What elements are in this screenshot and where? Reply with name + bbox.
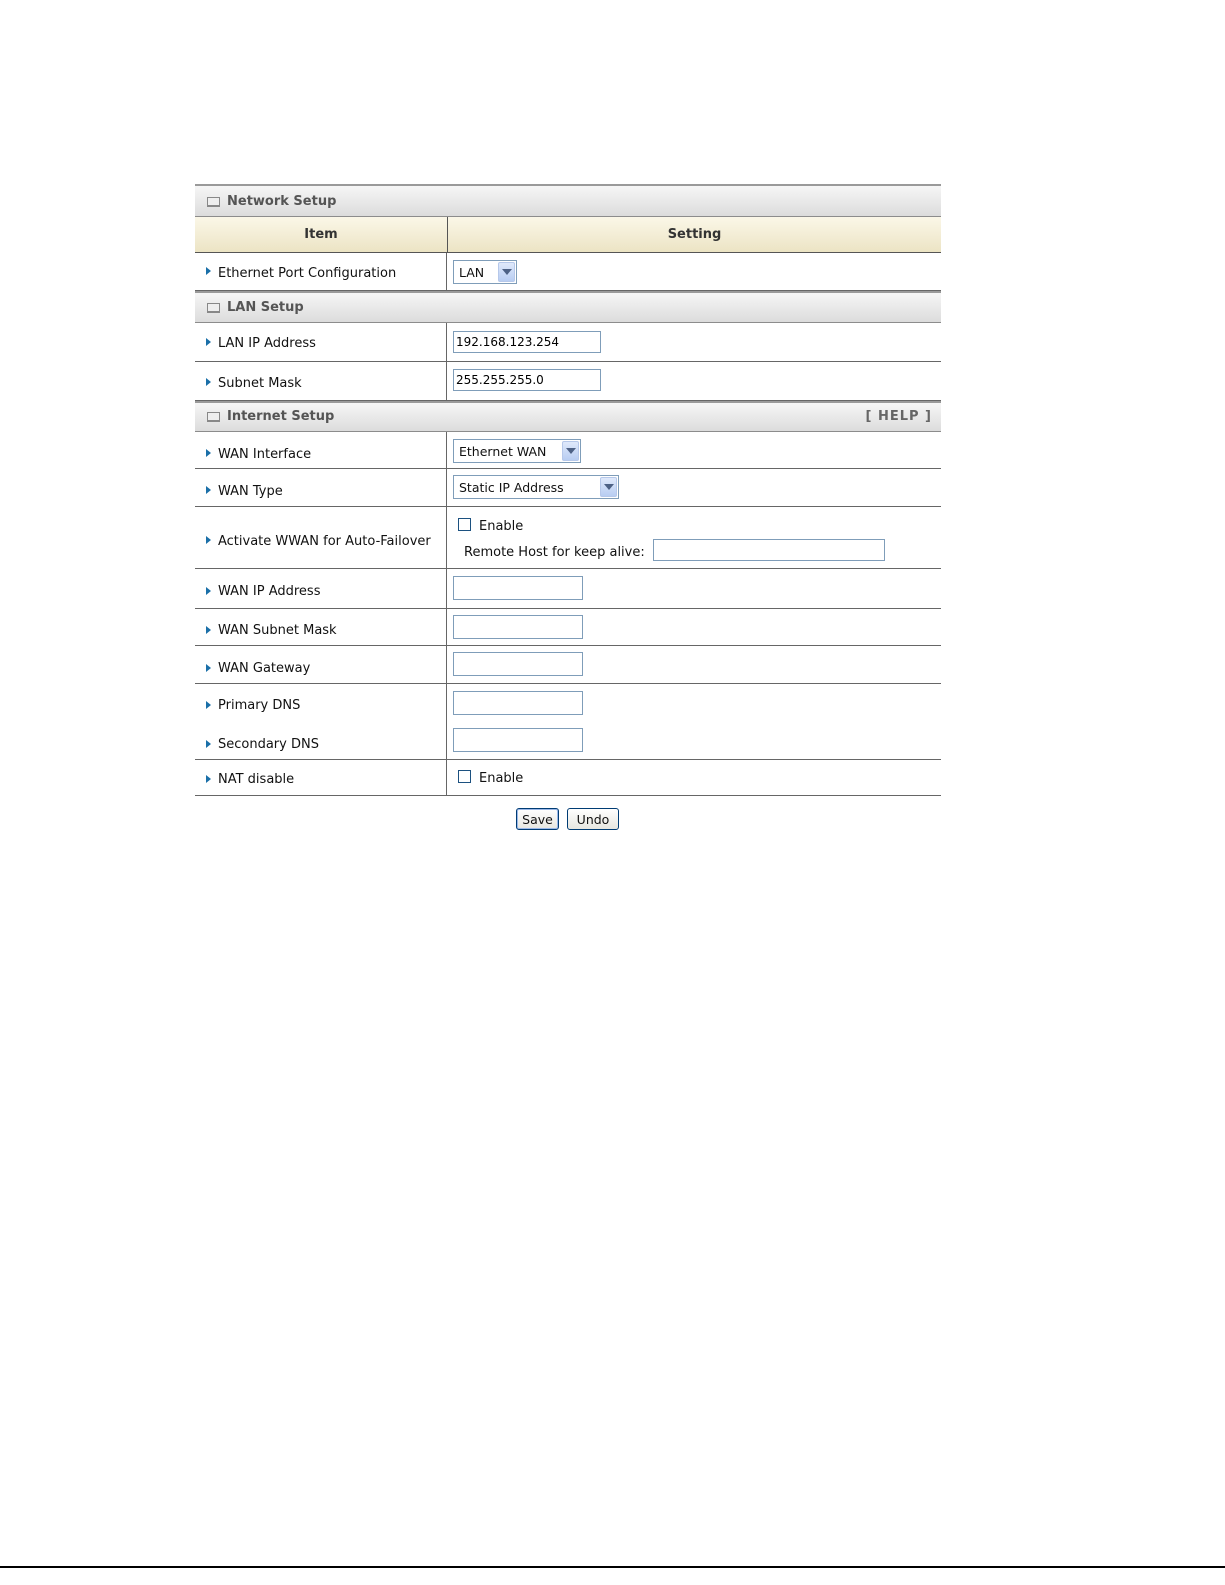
- primary-dns-row: [195, 684, 941, 722]
- nat-disable-label: NAT disable: [218, 772, 295, 787]
- network-setup-header: [195, 184, 941, 217]
- arrow-icon: [206, 775, 211, 783]
- arrow-icon: [206, 449, 211, 457]
- wwan-failover-label: Activate WWAN for Auto-Failover: [218, 534, 431, 549]
- wan-type-value: Static IP Address: [459, 479, 564, 495]
- arrow-icon: [206, 701, 211, 709]
- wan-ip-row: [195, 569, 941, 609]
- wan-type-label: WAN Type: [218, 484, 283, 499]
- secondary-dns-label: Secondary DNS: [218, 737, 319, 752]
- help-link[interactable]: [ HELP ]: [865, 409, 932, 424]
- col-setting-header: Setting: [667, 227, 722, 242]
- nat-disable-row: [195, 760, 941, 796]
- arrow-icon: [206, 587, 211, 595]
- wan-interface-row: [195, 432, 941, 469]
- wan-ip-label: WAN IP Address: [218, 584, 321, 599]
- wan-interface-select[interactable]: [453, 439, 581, 463]
- chevron-down-icon: [502, 269, 512, 275]
- dropdown-button[interactable]: [498, 262, 515, 282]
- lan-ip-row: [195, 323, 941, 362]
- ethernet-port-select[interactable]: [453, 260, 517, 284]
- wwan-enable-label: Enable: [479, 519, 524, 534]
- secondary-dns-input[interactable]: [453, 728, 583, 752]
- chevron-down-icon: [566, 448, 576, 454]
- lan-setup-title: LAN Setup: [227, 300, 304, 315]
- section-icon: [207, 412, 220, 422]
- subnet-mask-label: Subnet Mask: [218, 376, 302, 391]
- arrow-icon: [206, 378, 211, 386]
- wan-type-row: [195, 469, 941, 507]
- arrow-icon: [206, 536, 211, 544]
- lan-setup-header: [195, 291, 941, 323]
- wan-gateway-label: WAN Gateway: [218, 661, 311, 676]
- network-setup-title: Network Setup: [227, 194, 337, 209]
- wan-subnet-row: [195, 609, 941, 646]
- primary-dns-label: Primary DNS: [218, 698, 301, 713]
- dropdown-button[interactable]: [562, 441, 579, 461]
- lan-ip-input[interactable]: 192.168.123.254: [453, 331, 601, 353]
- remote-host-input[interactable]: [653, 539, 885, 561]
- arrow-icon: [206, 267, 211, 275]
- ethernet-port-row: [195, 253, 941, 291]
- page-bottom-rule: [0, 1566, 1225, 1568]
- table-header: [195, 217, 941, 253]
- subnet-mask-input[interactable]: 255.255.255.0: [453, 369, 601, 391]
- arrow-icon: [206, 664, 211, 672]
- col-item-header: Item: [195, 217, 448, 252]
- arrow-icon: [206, 486, 211, 494]
- arrow-icon: [206, 626, 211, 634]
- wan-subnet-label: WAN Subnet Mask: [218, 623, 337, 638]
- nat-enable-label: Enable: [479, 771, 524, 786]
- arrow-icon: [206, 740, 211, 748]
- wan-subnet-input[interactable]: [453, 615, 583, 639]
- primary-dns-input[interactable]: [453, 691, 583, 715]
- arrow-icon: [206, 338, 211, 346]
- save-button[interactable]: Save: [516, 808, 559, 830]
- internet-setup-title: Internet Setup: [227, 409, 335, 424]
- ethernet-port-label: Ethernet Port Configuration: [218, 266, 397, 281]
- wan-interface-value: Ethernet WAN: [459, 443, 547, 459]
- subnet-mask-row: [195, 362, 941, 401]
- lan-ip-label: LAN IP Address: [218, 336, 316, 351]
- ethernet-port-value: LAN: [459, 264, 485, 280]
- wan-type-select[interactable]: [453, 475, 619, 499]
- nat-enable-checkbox[interactable]: [458, 770, 471, 783]
- undo-button[interactable]: Undo: [567, 808, 619, 830]
- internet-setup-header: [195, 401, 941, 432]
- remote-host-label: Remote Host for keep alive:: [464, 545, 645, 560]
- wwan-enable-checkbox[interactable]: [458, 518, 471, 531]
- chevron-down-icon: [604, 484, 614, 490]
- wan-interface-label: WAN Interface: [218, 447, 312, 462]
- wan-gateway-row: [195, 646, 941, 684]
- section-icon: [207, 303, 220, 313]
- settings-panel: [195, 184, 941, 796]
- dropdown-button[interactable]: [600, 477, 617, 497]
- secondary-dns-row: [195, 722, 941, 760]
- wwan-failover-row: [195, 507, 941, 569]
- wan-ip-input[interactable]: [453, 576, 583, 600]
- wan-gateway-input[interactable]: [453, 652, 583, 676]
- section-icon: [207, 197, 220, 207]
